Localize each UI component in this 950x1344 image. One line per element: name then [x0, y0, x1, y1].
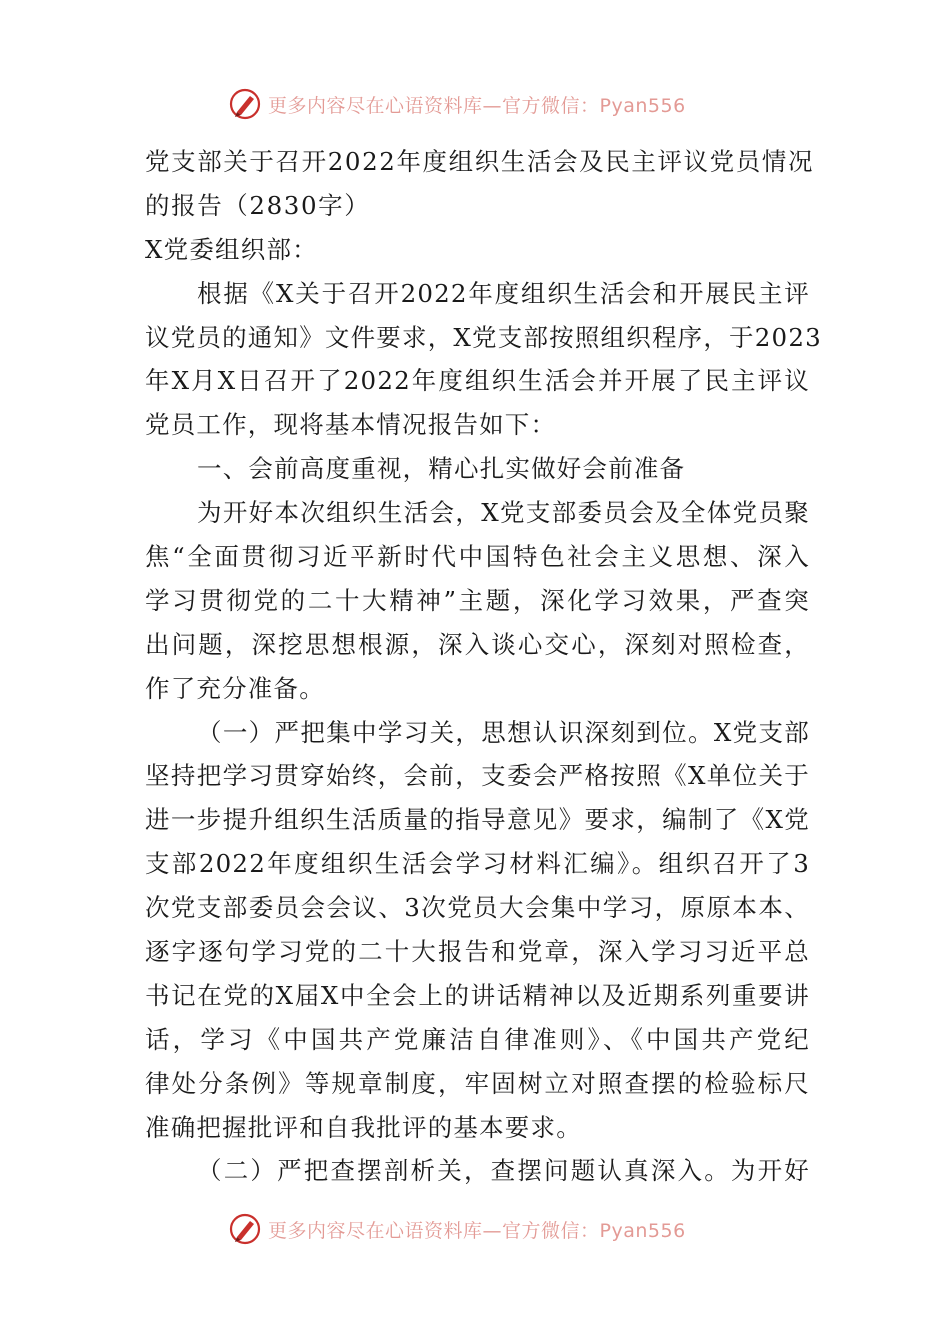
paragraph-line: 话，学习《中国共产党廉洁自律准则》、《中国共产党纪 — [145, 1024, 810, 1054]
paragraph-line: （一）严把集中学习关，思想认识深刻到位。X党支部 — [197, 717, 810, 747]
document-body — [145, 140, 822, 1193]
paragraph-line: 作了充分准备。 — [145, 673, 325, 703]
paragraph-line: 书记在党的X届X中全会上的讲话精神以及近期系列重要讲 — [145, 980, 810, 1010]
pen-logo-icon — [228, 1212, 262, 1246]
paragraph-line: 准确把握批评和自我批评的基本要求。 — [145, 1112, 582, 1142]
watermark-header — [228, 84, 686, 124]
paragraph-line: 进一步提升组织生活质量的指导意见》要求，编制了《X党 — [145, 805, 810, 835]
paragraph-line: 根据《X关于召开2022年度组织生活会和开展民主评 — [197, 278, 810, 308]
pen-logo-icon — [228, 87, 262, 121]
paragraph-line: 议党员的通知》文件要求，X党支部按照组织程序，于2023 — [145, 322, 822, 352]
document-title-line: 的报告（2830字） — [145, 190, 371, 220]
paragraph-line: 逐字逐句学习党的二十大报告和党章，深入学习习近平总 — [145, 937, 810, 967]
paragraph-line: 年X月X日召开了2022年度组织生活会并开展了民主评议 — [145, 366, 810, 396]
paragraph-line: 支部2022年度组织生活会学习材料汇编》。组织召开了3 — [145, 849, 810, 879]
paragraph-line: 焦“全面贯彻习近平新时代中国特色社会主义思想、深入 — [145, 542, 810, 572]
paragraph-line: 次党支部委员会会议、3次党员大会集中学习，原原本本、 — [145, 893, 810, 923]
watermark-text: 更多内容尽在心语资料库—官方微信：Pyan556 — [268, 1219, 686, 1242]
watermark-footer — [228, 1209, 686, 1249]
paragraph-line: 学习贯彻党的二十大精神”主题，深化学习效果，严查突 — [145, 585, 810, 615]
paragraph-line: （二）严把查摆剖析关，查摆问题认真深入。为开好 — [197, 1156, 810, 1186]
section-heading: 一、会前高度重视，精心扎实做好会前准备 — [197, 454, 686, 484]
paragraph-line: 党员工作，现将基本情况报告如下： — [145, 410, 557, 440]
paragraph-line: 坚持把学习贯穿始终，会前，支委会严格按照《X单位关于 — [145, 761, 810, 791]
paragraph-line: 出问题，深挖思想根源，深入谈心交心，深刻对照检查， — [145, 629, 810, 659]
salutation: X党委组织部： — [145, 234, 318, 264]
document-title-line: 党支部关于召开2022年度组织生活会及民主评议党员情况 — [145, 147, 815, 176]
watermark-text: 更多内容尽在心语资料库—官方微信：Pyan556 — [268, 94, 686, 117]
paragraph-line: 为开好本次组织生活会，X党支部委员会及全体党员聚 — [197, 498, 810, 528]
paragraph-line: 律处分条例》等规章制度，牢固树立对照查摆的检验标尺 — [145, 1068, 810, 1098]
